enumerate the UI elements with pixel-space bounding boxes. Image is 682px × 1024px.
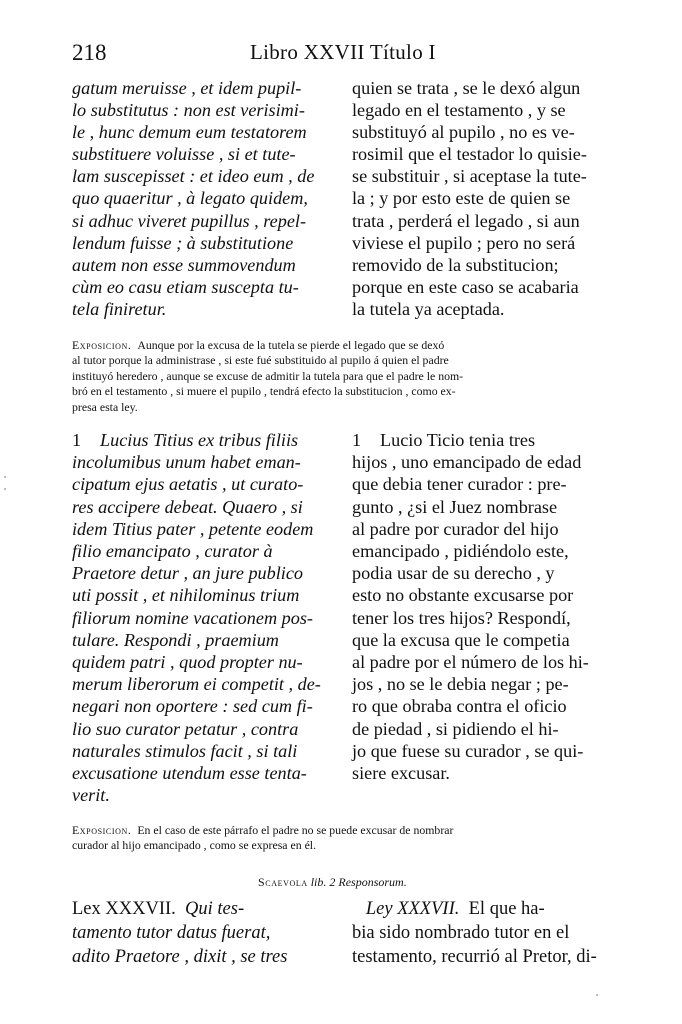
latin-line: lendum fuisse ; à substitutione xyxy=(72,232,294,253)
latin-line: lam suscepisset : et ideo eum , de xyxy=(72,166,315,187)
source-work: lib. 2 Responsorum. xyxy=(310,875,407,889)
latin-line: Praetore detur , an jure publico xyxy=(72,563,304,584)
latin-line: si adhuc viveret pupillus , repel- xyxy=(72,210,307,231)
scan-speck xyxy=(4,476,6,478)
spanish-line: siere excusar. xyxy=(352,763,450,784)
latin-line: naturales stimulos facit , si tali xyxy=(72,740,298,761)
spanish-line: la tutela ya aceptada. xyxy=(352,298,505,319)
paragraph-number: 1 xyxy=(352,430,362,450)
exposition-note-2 xyxy=(72,823,612,854)
latin-line: cipatum ejus aetatis , ut curato- xyxy=(72,474,304,495)
latin-line: lo substitutus : non est verisimi- xyxy=(72,100,305,121)
spanish-line: de piedad , si pidiendo el hi- xyxy=(352,718,559,739)
spanish-line: porque en este caso se acabaria xyxy=(352,276,579,297)
exposition-line: al tutor porque la administrase , si este fué substituido al pupilo á quien el padre xyxy=(72,353,449,368)
exposition-line: Aunque por la excusa de la tutela se pierde el legado que se dexó xyxy=(137,338,445,352)
exposition-note-1 xyxy=(72,338,612,415)
latin-line: quo quaeritur , à legato quidem, xyxy=(72,188,308,209)
source-author: Scaevola xyxy=(258,875,308,889)
latin-line: uti possit , et nihilominus trium xyxy=(72,585,300,606)
spanish-line: podia usar de su derecho , y xyxy=(352,563,555,584)
latin-line: merum liberorum ei competit , de- xyxy=(72,674,321,695)
spanish-line: legado en el testamento , y se xyxy=(352,100,566,121)
paragraph-number: 1 xyxy=(72,430,82,450)
exposition-line: instituyó heredero , aunque se excuse de admitir la tutela para que el padre le nom- xyxy=(72,368,464,383)
latin-line: tamento tutor datus fuerat, xyxy=(72,923,271,943)
latin-line: excusatione utendum esse tenta- xyxy=(72,763,307,784)
spanish-line: viviese el pupilo ; pero no será xyxy=(352,232,576,253)
spanish-line: jos , no se le debia negar ; pe- xyxy=(352,674,569,695)
spanish-line: substituyó al pupilo , no es ve- xyxy=(352,122,575,143)
latin-line: idem Titius pater , petente eodem xyxy=(72,518,314,539)
spanish-line: testamento, recurrió al Pretor, di- xyxy=(352,947,597,967)
spanish-line: ro que obraba contra el oficio xyxy=(352,696,567,717)
spanish-line: al padre por el número de los hi- xyxy=(352,652,589,673)
latin-line: filio emancipato , curator à xyxy=(72,541,273,562)
spanish-line: la ; y por esto este de quien se xyxy=(352,188,571,209)
latin-line: tulare. Respondi , praemium xyxy=(72,629,279,650)
page-number: 218 xyxy=(72,40,107,65)
exposition-label: Exposicion. xyxy=(72,338,132,352)
latin-column-block2 xyxy=(72,429,321,806)
latin-line: negari non oportere : sed cum fi- xyxy=(72,696,313,717)
scan-speck xyxy=(4,488,6,490)
running-title: Libro XXVII Título I xyxy=(250,40,436,64)
latin-line: cùm eo casu etiam suscepta tu- xyxy=(72,276,299,297)
spanish-line: que debia tener curador : pre- xyxy=(352,474,567,495)
spanish-column-block1 xyxy=(352,77,587,320)
latin-line: lio suo curator petatur , contra xyxy=(72,718,299,739)
spanish-line: El que ha- xyxy=(468,899,545,919)
latin-line: res accipere debeat. Quaero , si xyxy=(72,496,303,517)
latin-line: quidem patri , quod propter nu- xyxy=(72,652,303,673)
exposition-line: presa esta ley. xyxy=(72,399,138,414)
scan-speck xyxy=(596,994,598,996)
spanish-column-block2 xyxy=(352,429,589,784)
spanish-line: bia sido nombrado tutor en el xyxy=(352,923,570,943)
spanish-line: removido de la substitucion; xyxy=(352,254,559,275)
latin-line: le , hunc demum eum testatorem xyxy=(72,122,307,143)
spanish-line: rosimil que el testador lo quisie- xyxy=(352,144,587,165)
latin-line: Qui tes- xyxy=(185,899,245,919)
spanish-line: jo que fuese su curador , se qui- xyxy=(352,740,584,761)
ley-heading: Ley XXXVII. xyxy=(365,899,460,919)
spanish-line: que la excusa que le competia xyxy=(352,629,570,650)
latin-column-block1 xyxy=(72,77,314,320)
latin-line: filiorum nomine vacationem pos- xyxy=(72,607,313,628)
latin-line: Lucius Titius ex tribus filiis xyxy=(100,430,299,450)
latin-column-block3 xyxy=(72,897,287,969)
exposition-line: En el caso de este párrafo el padre no se puede excusar de nombrar xyxy=(137,823,454,837)
spanish-line: tener los tres hijos? Respondí, xyxy=(352,607,571,628)
latin-line: autem non esse summovendum xyxy=(72,254,296,275)
latin-line: gatum meruisse , et idem pupil- xyxy=(72,78,302,98)
spanish-line: emancipado , pidiéndolo este, xyxy=(352,541,569,562)
source-attribution xyxy=(258,875,407,890)
latin-line: adito Praetore , dixit , se tres xyxy=(72,947,288,967)
exposition-line: curador al hijo emancipado , como se expresa en él. xyxy=(72,838,317,853)
spanish-line: al padre por curador del hijo xyxy=(352,518,559,539)
latin-line: incolumibus unum habet eman- xyxy=(72,452,301,473)
lex-heading: Lex XXXVII. xyxy=(72,899,176,919)
spanish-line: gunto , ¿si el Juez nombrase xyxy=(352,496,558,517)
spanish-line: quien se trata , se le dexó algun xyxy=(352,78,581,98)
spanish-line: trata , perderá el legado , si aun xyxy=(352,210,580,231)
spanish-line: Lucio Ticio tenia tres xyxy=(380,430,536,450)
latin-line: substituere voluisse , si et tute- xyxy=(72,144,296,165)
spanish-column-block3 xyxy=(352,897,597,969)
spanish-line: esto no obstante excusarse por xyxy=(352,585,574,606)
spanish-line: hijos , uno emancipado de edad xyxy=(352,452,582,473)
latin-line: verit. xyxy=(72,785,110,806)
spanish-line: se substituir , si aceptase la tute- xyxy=(352,166,587,187)
latin-line: tela finiretur. xyxy=(72,298,167,319)
exposition-label: Exposicion. xyxy=(72,823,132,837)
exposition-line: bró en el testamento , si muere el pupilo , tendrá efecto la substitucion , como ex- xyxy=(72,384,456,399)
